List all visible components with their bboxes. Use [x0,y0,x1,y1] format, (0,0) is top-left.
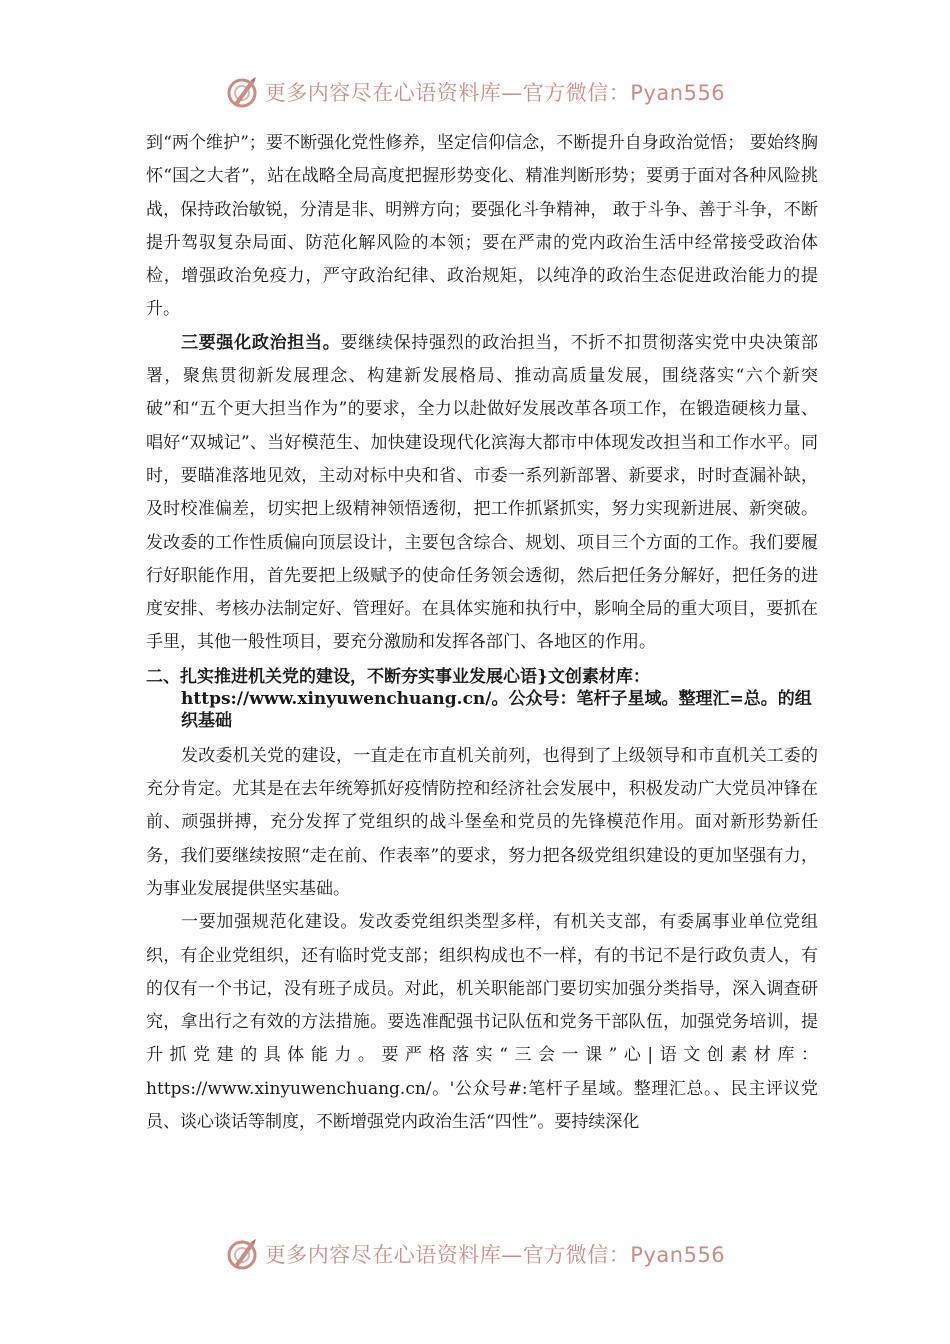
header-watermark [0,72,950,112]
footer-watermark [0,1234,950,1274]
document-body [146,127,818,1139]
section-heading-line: 二、扎实推进机关党的建设，不断夯实事业发展心语}文创素材库： [146,666,650,687]
paragraph: 到“两个维护”；要不断强化党性修养，坚定信仰信念，不断提升自身政治觉悟； 要始终胸怀“国之大者”，站在战略全局高度把握形势变化、精准判断形势；要勇于面对各种风险挑战，保持政治敏锐，分清是非、明辨方向；要强化斗争精神， 敢于斗争、善于斗争，不断提升驾驭复杂局面、防范化解风险的本领；要在严肃的党内政治生活中经常接受政治体检，增强政治免疫力，严守政治纪律、政治规矩，以纯净的政治生态促进政治能力的提升。 [146,133,818,320]
watermark-text: 更多内容尽在心语资料库—官方微信：Pyan556 [264,1243,726,1267]
paragraph: 发改委机关党的建设，一直走在市直机关前列，也得到了上级领导和市直机关工委的充分肯定。尤其是在去年统筹抓好疫情防控和经济社会发展中，积极发动广大党员冲锋在前、顽强拼搏，充分发挥了党组织的战斗堡垒和党员的先锋模范作用。面对新形势新任务，我们要继续按照“走在前、作表率”的要求，努力把各级党组织建设的更加坚强有力，为事业发展提供坚实基础。 [146,745,818,899]
paragraph [146,327,818,660]
logo-icon [225,1236,261,1272]
logo-icon [225,74,261,110]
paragraph-text: 要继续保持强烈的政治担当，不折不扣贯彻落实党中央决策部署，聚焦贯彻新发展理念、构建新发展格局、推动高质量发展，围绕落实“六个新突破”和“五个更大担当作为”的要求，全力以赴做好发展改革各项工作，在锻造硬核力量、唱好“双城记”、当好模范生、加快建设现代化滨海大都市中体现发改担当和工作水平。同时，要瞄准落地见效，主动对标中央和省、市委一系列新部署、新要求，时时查漏补缺，及时校准偏差，切实把上级精神领悟透彻，把工作抓紧抓实，努力实现新进展、新突破。发改委的工作性质偏向顶层设计，主要包含综合、规划、项目三个方面的工作。我们要履行好职能作用，首先要把上级赋予的使命任务领会透彻，然后把任务分解好，把任务的进度安排、考核办法制定好、管理好。在具体实施和执行中，影响全局的重大项目，要抓在手里，其他一般性项目，要充分激励和发挥各部门、各地区的作用。 [146,332,819,653]
watermark-text: 更多内容尽在心语资料库—官方微信：Pyan556 [264,81,726,105]
section-heading [146,660,818,740]
section-heading-line: https://www.xinyuwenchuang.cn/。公众号：笔杆子星域。整理汇=总。的组织基础 [181,688,812,731]
paragraph-lead: 三要强化政治担当。 [181,332,341,353]
paragraph: 一要加强规范化建设。发改委党组织类型多样，有机关支部，有委属事业单位党组织，有企业党组织，还有临时党支部；组织构成也不一样，有的书记不是行政负责人，有的仅有一个书记，没有班子成员。对此，机关职能部门要切实加强分类指导，深入调查研究，拿出行之有效的方法措施。要选准配强书记队伍和党务干部队伍，加强党务培训，提升抓党建的具体能力。要严格落实“三会一课”心|语文创素材库：https://www.xinyuwenchuang.cn/。'公众号#:笔杆子星域。整理汇总。、民主评议党员、谈心谈话等制度，不断增强党内政治生活“四性”。要持续深化 [146,912,818,1133]
